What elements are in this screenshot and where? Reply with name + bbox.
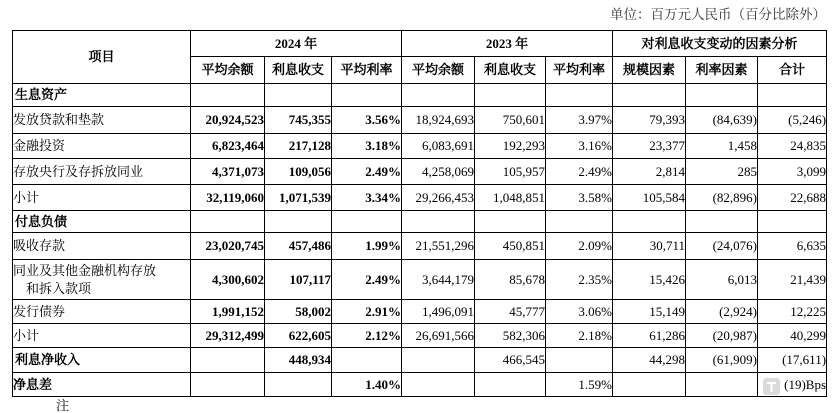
volume-factor: 15,426 <box>613 260 686 300</box>
total-change: (5,246) <box>758 107 827 134</box>
rate-factor: 1,458 <box>686 134 758 159</box>
rate-factor: (2,924) <box>686 300 758 324</box>
header-rate-factor: 利率因素 <box>686 57 758 84</box>
total-change <box>758 211 827 233</box>
interest-2024: 109,056 <box>265 159 332 185</box>
interest-2023: 750,601 <box>475 107 546 134</box>
avg-rate-2023: 1.59% <box>546 373 613 397</box>
avg-balance-2024: 6,823,464 <box>191 134 265 159</box>
avg-balance-2024 <box>191 373 265 397</box>
interest-analysis-table <box>12 30 827 397</box>
row-label: 小计 <box>13 324 191 348</box>
avg-balance-2023: 6,083,691 <box>402 134 475 159</box>
header-row-groups <box>13 31 827 57</box>
volume-factor <box>613 84 686 107</box>
avg-balance-2024 <box>191 84 265 107</box>
avg-balance-2024: 23,020,745 <box>191 233 265 260</box>
table-row <box>13 260 827 300</box>
header-avg-rate-2024: 平均利率 <box>332 57 402 84</box>
volume-factor: 30,711 <box>613 233 686 260</box>
interest-2023 <box>475 211 546 233</box>
header-avg-balance-2024: 平均余额 <box>191 57 265 84</box>
row-label: 小计 <box>13 185 191 211</box>
net-interest-income-row <box>13 348 827 373</box>
row-label: 吸收存款 <box>13 233 191 260</box>
header-volume-factor: 规模因素 <box>613 57 686 84</box>
volume-factor: 15,149 <box>613 300 686 324</box>
avg-balance-2023: 29,266,453 <box>402 185 475 211</box>
interest-2024 <box>265 373 332 397</box>
rate-factor: (24,076) <box>686 233 758 260</box>
rate-factor: (84,639) <box>686 107 758 134</box>
avg-rate-2023: 3.16% <box>546 134 613 159</box>
avg-rate-2023 <box>546 84 613 107</box>
footnote-clip <box>56 398 72 413</box>
table-row <box>13 107 827 134</box>
avg-rate-2023 <box>546 348 613 373</box>
avg-rate-2024: 2.12% <box>332 324 402 348</box>
total-change <box>758 84 827 107</box>
rate-factor: 285 <box>686 159 758 185</box>
avg-rate-2023: 2.35% <box>546 260 613 300</box>
volume-factor <box>613 373 686 397</box>
avg-rate-2024: 3.56% <box>332 107 402 134</box>
footnote-label: 注 <box>56 398 70 413</box>
total-change: 12,225 <box>758 300 827 324</box>
row-label <box>13 260 191 300</box>
avg-balance-2023: 4,258,069 <box>402 159 475 185</box>
avg-balance-2023: 26,691,566 <box>402 324 475 348</box>
row-label: 净息差 <box>13 373 191 397</box>
row-label: 发行债券 <box>13 300 191 324</box>
avg-rate-2023: 2.49% <box>546 159 613 185</box>
avg-rate-2024: 2.91% <box>332 300 402 324</box>
interest-2023: 450,851 <box>475 233 546 260</box>
volume-factor: 2,814 <box>613 159 686 185</box>
interest-2023: 85,678 <box>475 260 546 300</box>
interest-2023: 192,293 <box>475 134 546 159</box>
rate-factor <box>686 373 758 397</box>
total-change: 6,635 <box>758 233 827 260</box>
avg-balance-2024 <box>191 211 265 233</box>
row-label: 金融投资 <box>13 134 191 159</box>
brand-logo-icon <box>763 378 780 395</box>
rate-factor <box>686 211 758 233</box>
header-group-2023: 2023 年 <box>402 31 613 57</box>
avg-rate-2024: 2.49% <box>332 260 402 300</box>
avg-balance-2023: 21,551,296 <box>402 233 475 260</box>
interest-2024: 745,355 <box>265 107 332 134</box>
volume-factor: 44,298 <box>613 348 686 373</box>
avg-balance-2024: 20,924,523 <box>191 107 265 134</box>
avg-balance-2023 <box>402 348 475 373</box>
section-label: 付息负债 <box>13 211 191 233</box>
row-label-line-1: 同业及其他金融机构存放 <box>13 262 157 278</box>
avg-rate-2024 <box>332 211 402 233</box>
interest-2024: 217,128 <box>265 134 332 159</box>
rate-factor: 6,013 <box>686 260 758 300</box>
avg-rate-2023 <box>546 211 613 233</box>
section-label: 生息资产 <box>13 84 191 107</box>
interest-2023 <box>475 84 546 107</box>
header-group-2024: 2024 年 <box>191 31 402 57</box>
avg-balance-2023: 18,924,693 <box>402 107 475 134</box>
avg-rate-2023: 3.06% <box>546 300 613 324</box>
avg-rate-2024 <box>332 348 402 373</box>
subtotal-row <box>13 185 827 211</box>
volume-factor: 61,286 <box>613 324 686 348</box>
volume-factor: 23,377 <box>613 134 686 159</box>
total-change: 3,099 <box>758 159 827 185</box>
rate-factor <box>686 84 758 107</box>
avg-balance-2024: 32,119,060 <box>191 185 265 211</box>
avg-balance-2024: 29,312,499 <box>191 324 265 348</box>
avg-rate-2024: 1.40% <box>332 373 402 397</box>
volume-factor <box>613 211 686 233</box>
avg-balance-2023 <box>402 84 475 107</box>
avg-balance-2024: 1,991,152 <box>191 300 265 324</box>
interest-2023: 466,545 <box>475 348 546 373</box>
avg-rate-2024: 3.34% <box>332 185 402 211</box>
avg-rate-2023: 2.18% <box>546 324 613 348</box>
row-label: 存放央行及存拆放同业 <box>13 159 191 185</box>
table-row <box>13 134 827 159</box>
interest-2023: 45,777 <box>475 300 546 324</box>
row-label: 利息净收入 <box>13 348 191 373</box>
interest-2024: 58,002 <box>265 300 332 324</box>
avg-balance-2023: 3,644,179 <box>402 260 475 300</box>
rate-factor: (82,896) <box>686 185 758 211</box>
total-change: 22,688 <box>758 185 827 211</box>
header-interest-2024: 利息收支 <box>265 57 332 84</box>
total-change: (19)Bps <box>758 373 827 397</box>
table-row <box>13 159 827 185</box>
table-row <box>13 233 827 260</box>
avg-rate-2023: 3.58% <box>546 185 613 211</box>
total-change: 21,439 <box>758 260 827 300</box>
rate-factor: (61,909) <box>686 348 758 373</box>
net-interest-margin-row <box>13 373 827 397</box>
interest-2024: 622,605 <box>265 324 332 348</box>
interest-2024: 457,486 <box>265 233 332 260</box>
interest-2024 <box>265 84 332 107</box>
interest-2023: 582,306 <box>475 324 546 348</box>
volume-factor: 79,393 <box>613 107 686 134</box>
unit-note: 单位：百万元人民币（百分比除外） <box>610 7 826 22</box>
interest-2024 <box>265 211 332 233</box>
interest-2024: 107,117 <box>265 260 332 300</box>
header-avg-rate-2023: 平均利率 <box>546 57 613 84</box>
header-group-factor-analysis: 对利息收支变动的因素分析 <box>613 31 827 57</box>
avg-rate-2024 <box>332 84 402 107</box>
avg-balance-2024: 4,300,602 <box>191 260 265 300</box>
avg-balance-2024 <box>191 348 265 373</box>
avg-balance-2023 <box>402 211 475 233</box>
header-interest-2023: 利息收支 <box>475 57 546 84</box>
interest-2024: 1,071,539 <box>265 185 332 211</box>
header-total-change: 合计 <box>758 57 827 84</box>
avg-balance-2024: 4,371,073 <box>191 159 265 185</box>
total-change: 24,835 <box>758 134 827 159</box>
volume-factor: 105,584 <box>613 185 686 211</box>
avg-balance-2023 <box>402 373 475 397</box>
table-row <box>13 300 827 324</box>
avg-rate-2024: 1.99% <box>332 233 402 260</box>
section-row-earning-assets <box>13 84 827 107</box>
header-item: 项目 <box>13 31 191 84</box>
avg-rate-2023: 3.97% <box>546 107 613 134</box>
row-label-line-2: 和拆入款项 <box>26 280 92 296</box>
header-avg-balance-2023: 平均余额 <box>402 57 475 84</box>
subtotal-row <box>13 324 827 348</box>
interest-2023: 105,957 <box>475 159 546 185</box>
interest-2023: 1,048,851 <box>475 185 546 211</box>
avg-balance-2023: 1,496,091 <box>402 300 475 324</box>
section-row-interest-bearing-liabilities <box>13 211 827 233</box>
interest-2023 <box>475 373 546 397</box>
row-label: 发放贷款和垫款 <box>13 107 191 134</box>
total-change: 40,299 <box>758 324 827 348</box>
interest-2024: 448,934 <box>265 348 332 373</box>
avg-rate-2024: 3.18% <box>332 134 402 159</box>
avg-rate-2023: 2.09% <box>546 233 613 260</box>
total-change: (17,611) <box>758 348 827 373</box>
rate-factor: (20,987) <box>686 324 758 348</box>
avg-rate-2024: 2.49% <box>332 159 402 185</box>
